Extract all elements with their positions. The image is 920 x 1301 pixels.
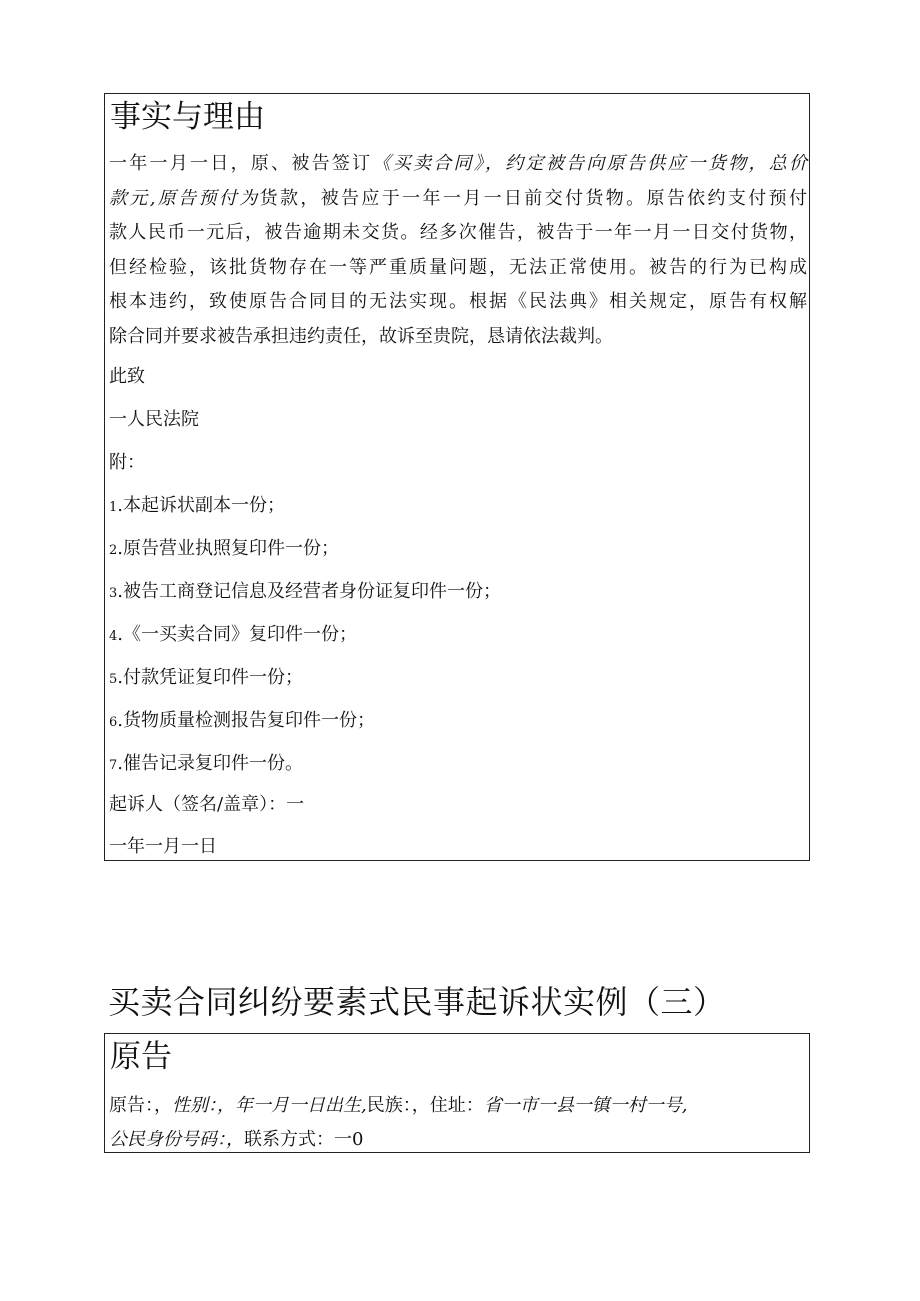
date-line: 一年一月一日 bbox=[109, 836, 217, 857]
attachment-text: .《一买卖合同》复印件一份； bbox=[117, 624, 358, 645]
attachment-number: 6 bbox=[109, 715, 118, 730]
italic-text-run: 款元,原告预付为 bbox=[109, 187, 260, 209]
document-title: 买卖合同纠纷要素式民事起诉状实例（三） bbox=[108, 983, 726, 1021]
text-run: 一年一月一日，原、被告签订 bbox=[109, 153, 373, 174]
paragraph-line bbox=[109, 182, 807, 217]
attachment-number: 3 bbox=[109, 586, 118, 601]
facts-reasons-section bbox=[104, 93, 810, 861]
paragraph-line bbox=[109, 320, 807, 355]
attachment-item bbox=[109, 579, 501, 607]
paragraph-line bbox=[109, 216, 807, 251]
text-run: 除合同并要求被告承担违约责任，故诉至贵院，恳请依法裁判。 bbox=[109, 325, 613, 347]
attachment-item bbox=[109, 493, 285, 521]
paragraph-line bbox=[109, 285, 807, 320]
attachments-label: 附： bbox=[109, 452, 145, 473]
text-run: 联系方式：一0 bbox=[244, 1129, 364, 1150]
paragraph-line bbox=[109, 147, 807, 182]
text-run: 民族：，住址： bbox=[366, 1095, 484, 1116]
attachment-number: 4 bbox=[109, 629, 118, 644]
italic-text-run: 性别：，年一月一日出生, bbox=[172, 1095, 367, 1116]
court-name: 一人民法院 bbox=[109, 409, 199, 430]
text-run: 款人民币一元后，被告逾期未交货。经多次催告，被告于一年一月一日交付货物， bbox=[109, 222, 807, 243]
paragraph-line bbox=[109, 251, 807, 286]
section-title-plaintiff: 原告 bbox=[110, 1039, 172, 1075]
text-run: 根本违约，致使原告合同目的无法实现。根据《民法典》相关规定，原告有权解 bbox=[109, 291, 807, 312]
plaintiff-section bbox=[104, 1033, 810, 1153]
italic-text-run: 《买卖合同》，约定被告向原告供应一货物，总价 bbox=[372, 153, 808, 174]
attachment-text: .被告工商登记信息及经营者身份证复印件一份； bbox=[117, 581, 502, 602]
attachment-number: 7 bbox=[109, 758, 118, 773]
attachment-text: .付款凭证复印件一份； bbox=[117, 667, 304, 688]
italic-text-run: 省一市一县一镇一村一号, bbox=[483, 1095, 688, 1116]
attachment-number: 1 bbox=[109, 500, 118, 515]
attachment-number: 2 bbox=[109, 543, 118, 558]
italic-text-run: 公民身份号码：， bbox=[109, 1129, 244, 1150]
attachment-item bbox=[109, 622, 357, 650]
attachment-item bbox=[109, 536, 339, 564]
attachment-item bbox=[109, 708, 375, 736]
attachment-number: 5 bbox=[109, 672, 118, 687]
attachment-text: .货物质量检测报告复印件一份； bbox=[117, 710, 376, 731]
closing-text: 此致 bbox=[109, 366, 145, 387]
section-title-facts: 事实与理由 bbox=[110, 99, 265, 135]
attachment-item bbox=[109, 751, 303, 779]
attachment-item bbox=[109, 665, 303, 693]
attachment-text: .本起诉状副本一份； bbox=[117, 495, 286, 516]
plaintiff-info-line bbox=[109, 1127, 363, 1153]
attachment-text: .催告记录复印件一份。 bbox=[117, 753, 304, 774]
text-run: 原告：， bbox=[109, 1095, 172, 1116]
plaintiff-info-line bbox=[109, 1093, 687, 1119]
signature-line: 起诉人（签名/盖章）：一 bbox=[109, 794, 305, 815]
text-run: 但经检验，该批货物存在一等严重质量问题，无法正常使用。被告的行为已构成 bbox=[109, 256, 807, 278]
text-run: 货款，被告应于一年一月一日前交付货物。原告依约支付预付 bbox=[259, 187, 807, 209]
attachment-text: .原告营业执照复印件一份； bbox=[117, 538, 340, 559]
